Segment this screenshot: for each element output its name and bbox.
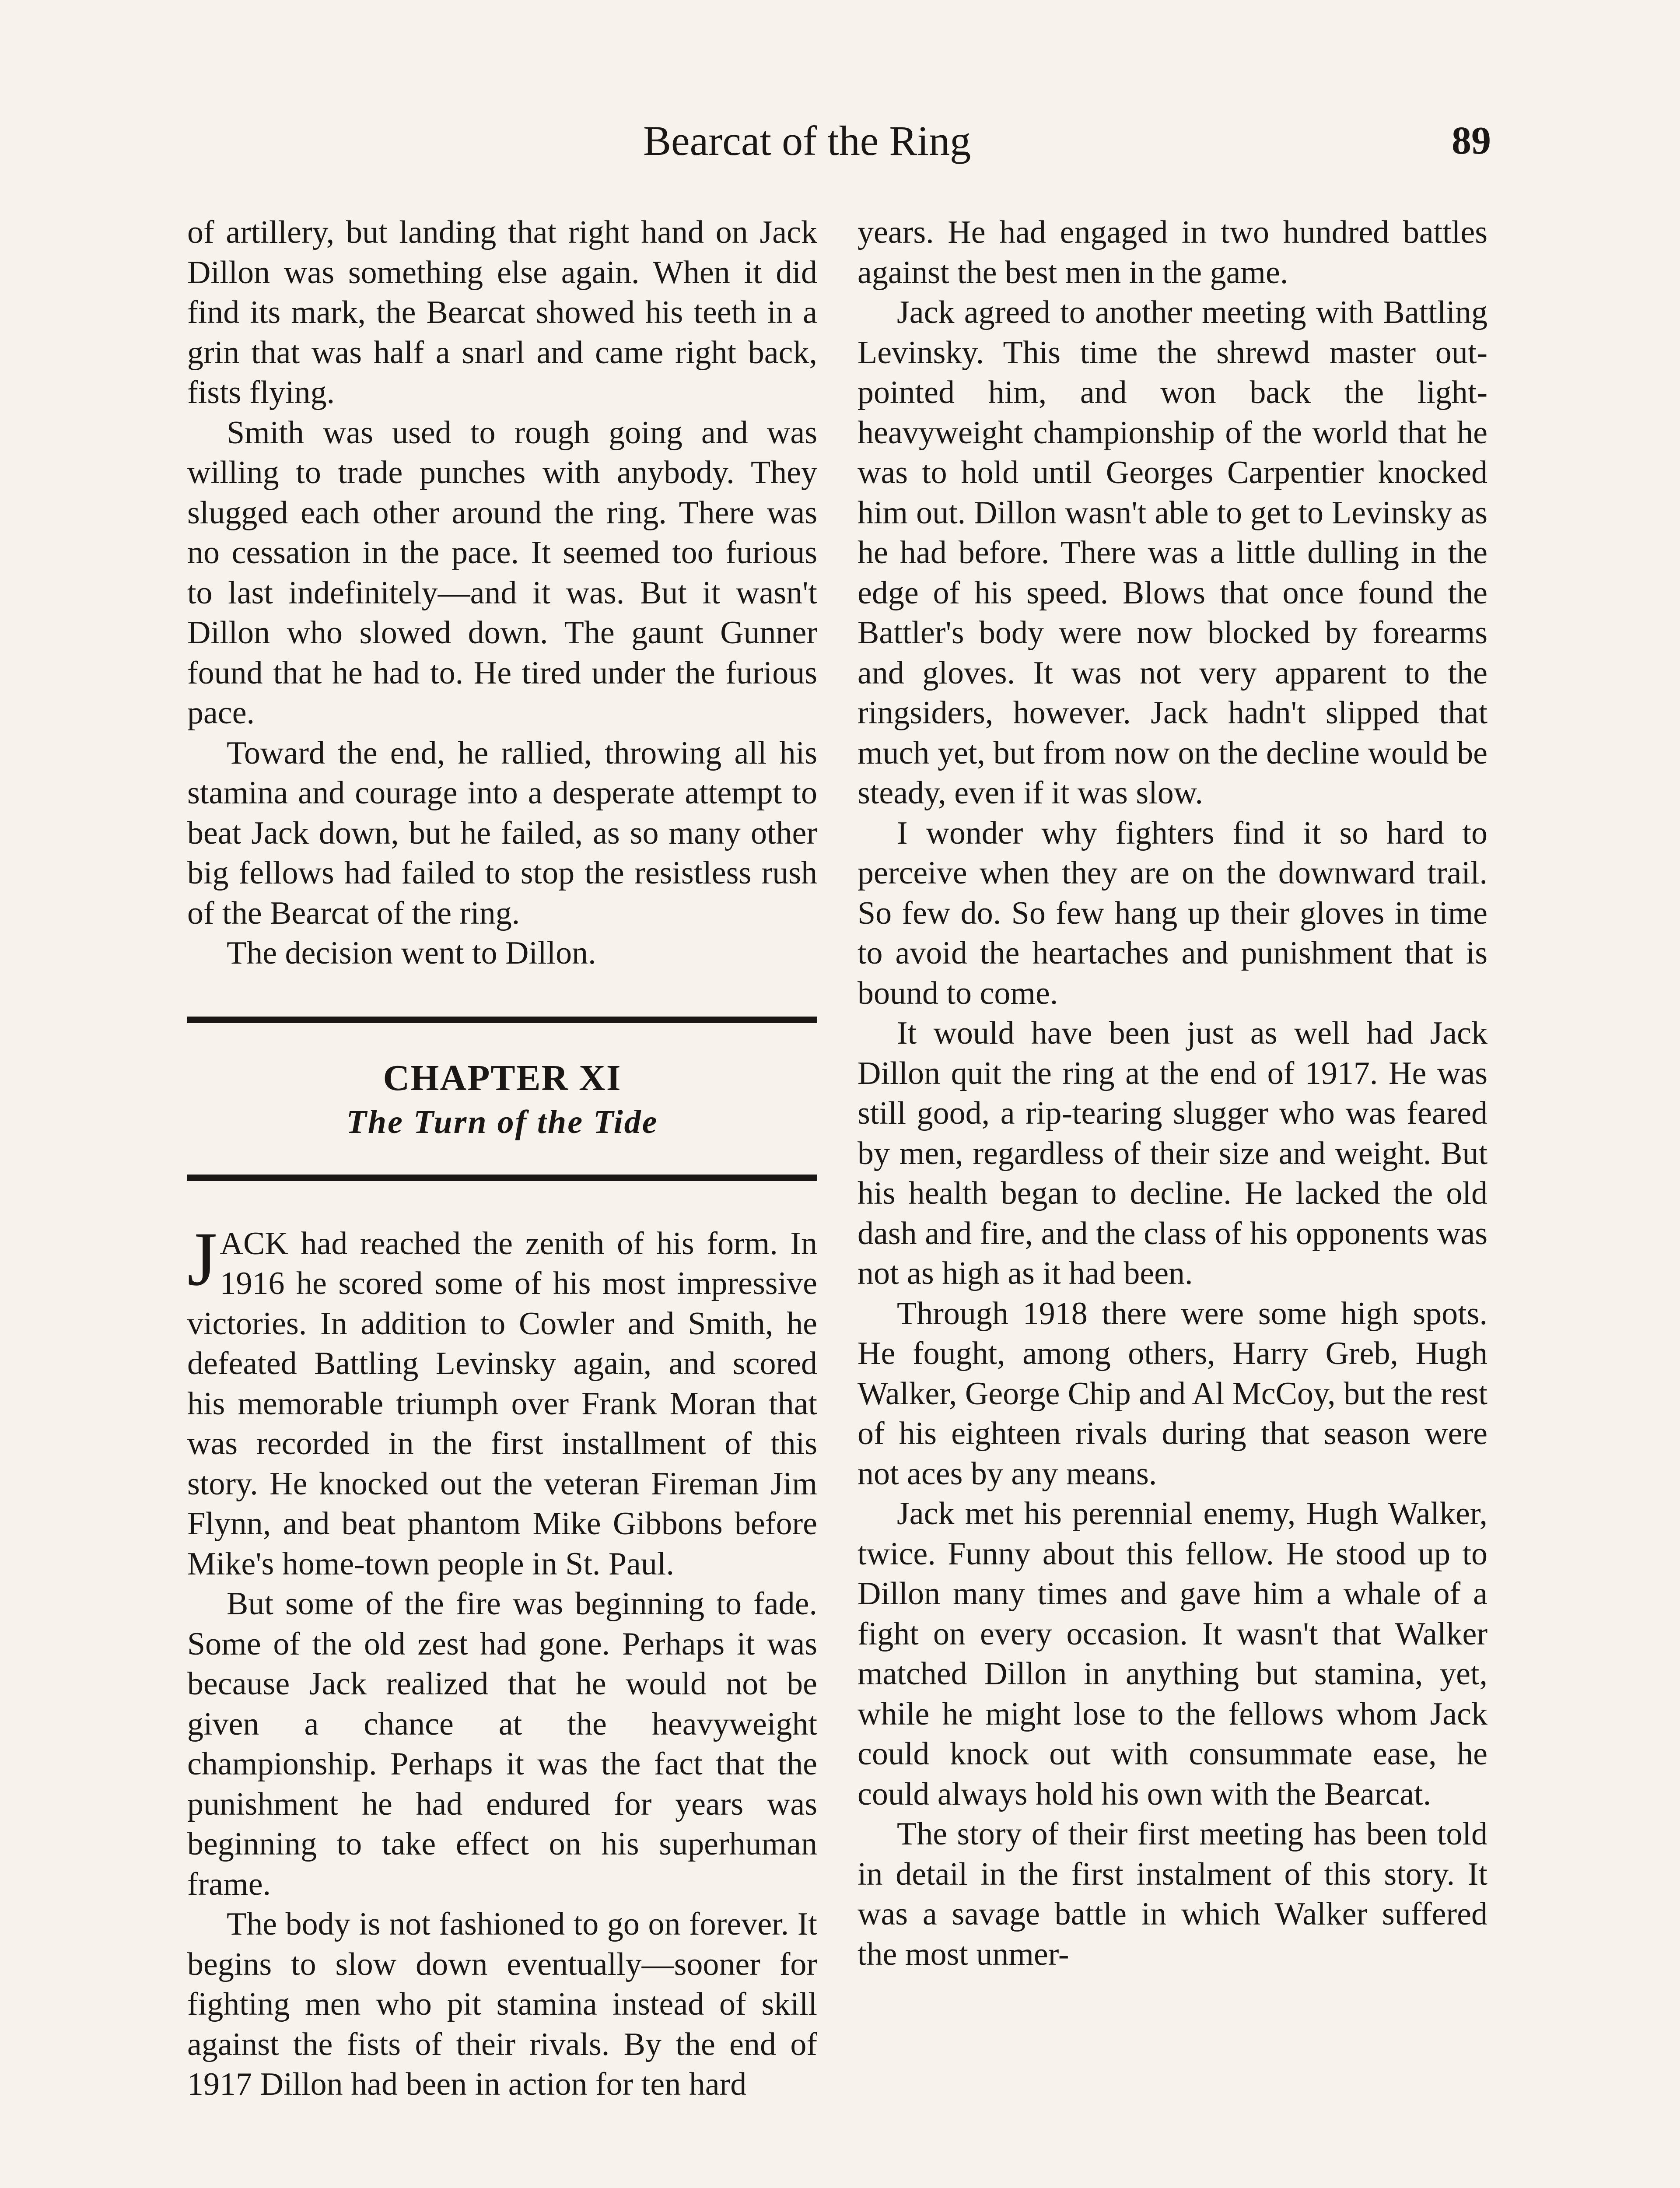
opening-paragraph (187, 1216, 817, 1585)
paragraph: The decision went to Dillon. (227, 935, 596, 971)
running-head (0, 115, 1680, 167)
paragraph: Smith was used to rough going and was willing to trade punches with anybody. They slugged each other around the ring. There was no cessation in the pace. It seemed too furious to last indefinitely—and it was. But it wasn't Dillon who slowed down. The gaunt Gunner found that he had to. He tired under the furious pace. (187, 414, 817, 731)
paragraph: of artillery, but landing that right hand on Jack Dillon was something else again. When it did find its mark, the Bearcat showed his teeth in a grin that was half a snarl and came right back, fists flying. (187, 214, 817, 410)
paragraph: Through 1918 there were some high spots. He fought, among others, Harry Greb, Hugh Walker, George Chip and Al McCoy, but the rest of his eighteen rivals during that season were not aces by any means. (858, 1295, 1488, 1492)
opening-text: ACK had reached the zenith of his form. In 1916 he scored some of his most impressive victories. In addition to Cowler and Smith, he defeated Battling Levinsky again, and scored his memorable triumph over Frank Moran that was recorded in the first installment of this story. He knocked out the veteran Fireman Jim Flynn, and beat phantom Mike Gibbons before Mike's home-town people in St. Paul. (187, 1225, 817, 1582)
left-column (187, 213, 817, 2105)
chapter-rule-top (187, 1017, 817, 1023)
right-column (858, 213, 1488, 1974)
chapter-rule-bottom (187, 1175, 817, 1181)
paragraph: But some of the fire was beginning to fade. Some of the old zest had gone. Perhaps it was because Jack realized that he would not be given a chance at the heavyweight championship. Perhaps it was the fact that the punishment he had endured for years was beginning to take effect on his superhuman frame. (187, 1586, 817, 1902)
paragraph: It would have been just as well had Jack Dillon quit the ring at the end of 1917. He was still good, a rip-tearing slugger who was feared by men, regardless of their size and weight. But his health began to decline. He lacked the old dash and fire, and the class of his opponents was not as high as it had been. (858, 1015, 1488, 1291)
chapter-subtitle: The Turn of the Tide (346, 1103, 658, 1140)
paragraph: Jack met his perennial enemy, Hugh Walker, twice. Funny about this fellow. He stood up to Dillon many times and gave him a whale of a fight on every occasion. It wasn't that Walker matched Dillon in anything but stamina, yet, while he might lose to the fellows whom Jack could knock out with consummate ease, he could always hold his own with the Bearcat. (858, 1496, 1488, 1812)
page-number: 89 (1452, 119, 1491, 162)
paragraph: The body is not fashioned to go on forever. It begins to slow down eventually—sooner for fighting men who pit stamina instead of skill against the fists of their rivals. By the end of 1917 Dillon had been in action for ten hard (187, 1906, 817, 2102)
paragraph: years. He had engaged in two hundred battles against the best men in the game. (858, 214, 1488, 291)
paragraph: I wonder why fighters find it so hard to perceive when they are on the downward trail. So few do. So few hang up their gloves in time to avoid the heartaches and punishment that is bound to come. (858, 815, 1488, 1011)
chapter-title-block (187, 1023, 817, 1175)
paragraph: Jack agreed to another meeting with Battling Levinsky. This time the shrewd master out-pointed him, and won back the light-heavyweight championship of the world that he was to hold until Georges Carpentier knocked him out. Dillon wasn't able to get to Levinsky as he had before. There was a little dulling in the edge of his speed. Blows that once found the Battler's body were now blocked by forearms and gloves. It was not very apparent to the ringsiders, however. Jack hadn't slipped that much yet, but from now on the decline would be steady, even if it was slow. (858, 295, 1488, 811)
paragraph: Toward the end, he rallied, throwing all his stamina and courage into a desperate attempt to beat Jack down, but he failed, as so many other big fellows had failed to stop the resistless rush of the Bearcat of the ring. (187, 735, 817, 931)
paragraph: The story of their first meeting has been told in detail in the first instalment of this story. It was a savage battle in which Walker suffered the most unmer- (858, 1816, 1488, 1972)
chapter-heading: CHAPTER XI (383, 1057, 622, 1098)
running-title: Bearcat of the Ring (643, 117, 971, 164)
drop-cap: J (187, 1216, 217, 1302)
